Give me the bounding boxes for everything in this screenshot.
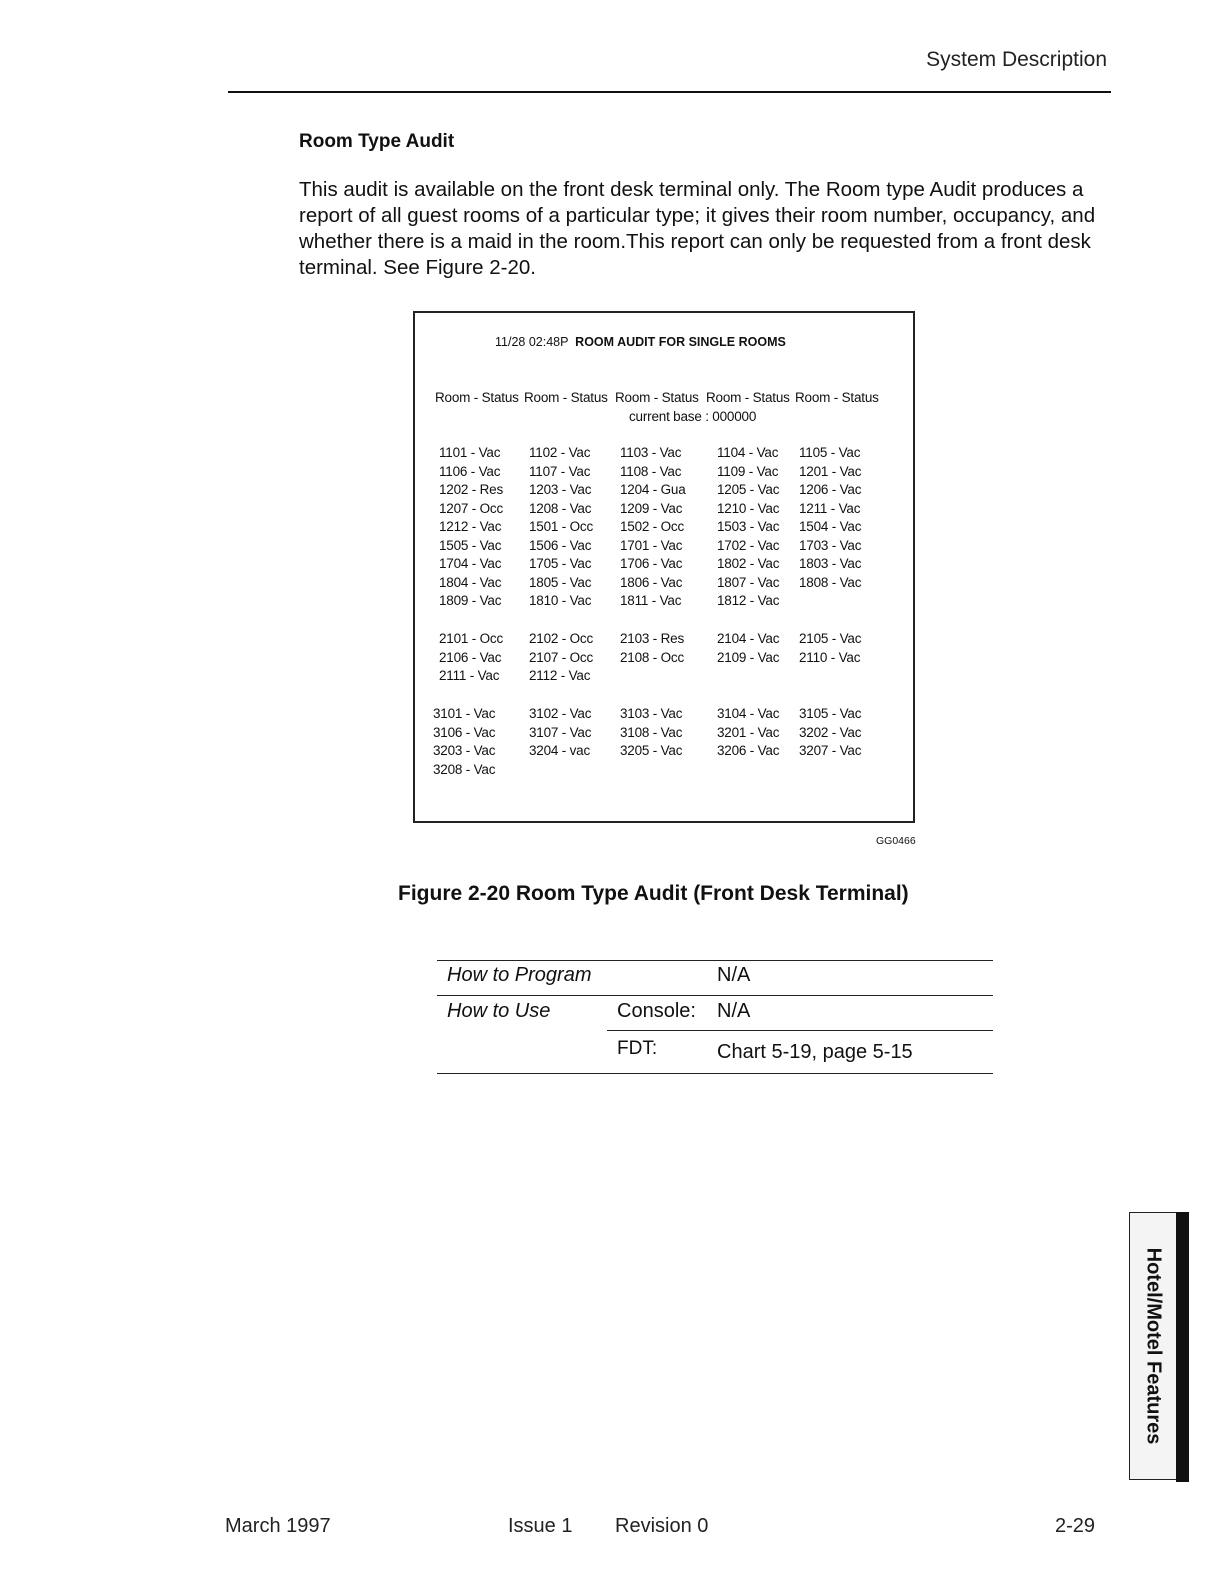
figure-id: GG0466 [876,835,916,847]
room-status-cell: 1810 - Vac [529,593,592,608]
room-status-cell: 2106 - Vac [439,649,502,665]
chapter-tab [1129,1212,1189,1482]
room-status-cell: 1501 - Occ [529,519,594,534]
room-status-cell: 1201 - Vac [799,463,862,479]
table-rule [437,1073,993,1074]
room-status-cell: 1503 - Vac [717,519,780,534]
footer-issue: Issue 1 [508,1515,573,1537]
room-status-cell: 2104 - Vac [717,631,780,646]
room-status-cell: 3207 - Vac [799,743,862,758]
table-rule [607,1030,993,1031]
room-status-cell: 1812 - Vac [717,593,780,608]
room-status-cell: 1205 - Vac [717,482,780,497]
room-status-cell: 1108 - Vac [620,463,682,479]
report-header [495,335,786,349]
room-status-cell: 3104 - Vac [717,706,780,721]
room-status-cell: 1811 - Vac [620,593,682,608]
room-status-cell: 1701 - Vac [620,537,683,553]
room-status-cell: 1703 - Vac [799,537,862,553]
room-status-cell: 1102 - Vac [529,445,591,460]
fdt-value: Chart 5-19, page 5-15 [717,1041,913,1063]
console-value: N/A [717,1000,751,1022]
room-status-cell: 2108 - Occ [620,649,685,665]
figure-caption: Figure 2-20 Room Type Audit (Front Desk Terminal) [398,882,909,905]
room-status-cell: 2103 - Res [620,631,685,646]
room-status-cell: 1806 - Vac [620,574,683,590]
report-title: ROOM AUDIT FOR SINGLE ROOMS [575,335,786,349]
column-header: Room - Status [615,390,699,405]
room-status-cell: 3205 - Vac [620,743,683,758]
column-header: Room - Status [795,390,879,405]
table-rule [437,995,993,996]
room-status-cell: 3103 - Vac [620,706,683,721]
room-status-cell: 3202 - Vac [799,724,862,740]
column-header: Room - Status [524,390,608,405]
audit-report-figure [413,311,915,823]
column-header: Room - Status [435,390,519,405]
footer-date: March 1997 [225,1515,331,1537]
table-rule [437,960,993,961]
room-status-cell: 1808 - Vac [799,574,862,590]
room-status-cell: 3203 - Vac [433,743,496,758]
current-base-line: current base : 000000 [629,409,757,424]
room-status-cell: 1704 - Vac [439,556,502,571]
room-status-cell: 3107 - Vac [529,724,592,740]
room-status-cell: 1109 - Vac [717,463,779,479]
room-status-cell: 3208 - Vac [433,761,496,777]
room-status-cell: 1105 - Vac [799,445,861,460]
fdt-label: FDT: [617,1038,658,1059]
room-status-cell: 2105 - Vac [799,631,862,646]
room-status-cell: 1705 - Vac [529,556,592,571]
room-status-cell: 1809 - Vac [439,593,502,608]
room-status-cell: 1203 - Vac [529,482,592,497]
room-status-cell: 3108 - Vac [620,724,683,740]
room-status-cell: 1506 - Vac [529,537,592,553]
room-status-cell: 1211 - Vac [799,500,861,516]
room-status-cell: 1702 - Vac [717,537,780,553]
room-status-cell: 1804 - Vac [439,574,502,590]
room-status-cell: 2110 - Vac [799,649,861,665]
footer-page-number: 2-29 [1055,1515,1096,1537]
room-status-cell: 1807 - Vac [717,574,780,590]
column-header: Room - Status [706,390,790,405]
room-status-cell: 1101 - Vac [439,445,501,460]
room-status-cell: 1212 - Vac [439,519,502,534]
room-status-cell: 3206 - Vac [717,743,780,758]
room-status-cell: 1802 - Vac [717,556,780,571]
body-paragraph: This audit is available on the front desk terminal only. The Room type Audit produces a report of all guest rooms of a particular type; it gives their room number, occupancy, and whether there is a maid in the room.This report can only be requested from a front desk terminal. See Figure 2-20. [299,178,1096,279]
room-status-cell: 3201 - Vac [717,724,780,740]
room-status-cell: 3204 - vac [529,743,591,758]
room-status-cell: 1208 - Vac [529,500,592,516]
room-status-cell: 2101 - Occ [439,631,504,646]
room-status-cell: 2111 - Vac [439,668,500,683]
room-status-cell: 1207 - Occ [439,500,504,516]
how-to-use-label: How to Use [447,1000,551,1022]
chapter-tab-bar [1176,1212,1189,1482]
room-status-cell: 3105 - Vac [799,706,862,721]
room-status-cell: 1706 - Vac [620,556,683,571]
room-status-cell: 3101 - Vac [433,706,496,721]
room-status-cell: 1202 - Res [439,482,504,497]
how-to-program-label: How to Program [447,964,592,986]
room-status-cell: 1103 - Vac [620,445,682,460]
report-timestamp: 11/28 02:48P [495,335,569,349]
header-rule [228,91,1111,93]
room-status-cell: 1206 - Vac [799,482,862,497]
room-status-cell: 1210 - Vac [717,500,780,516]
room-status-cell: 3102 - Vac [529,706,592,721]
room-status-cell: 1104 - Vac [717,445,779,460]
room-status-cell: 1209 - Vac [620,500,683,516]
room-status-cell: 2112 - Vac [529,668,591,683]
room-status-cell: 3106 - Vac [433,724,496,740]
room-status-cell: 1803 - Vac [799,556,862,571]
room-status-cell: 1502 - Occ [620,519,685,534]
room-status-cell: 2109 - Vac [717,649,780,665]
footer-revision: Revision 0 [615,1515,709,1537]
room-status-cell: 1504 - Vac [799,519,862,534]
room-status-cell: 1107 - Vac [529,463,591,479]
room-status-cell: 1805 - Vac [529,574,592,590]
room-status-cell: 2107 - Occ [529,649,594,665]
room-status-cell: 1106 - Vac [439,463,501,479]
room-status-cell: 1505 - Vac [439,537,502,553]
section-title: Room Type Audit [299,131,455,152]
chapter-tab-label: Hotel/Motel Features [1142,1247,1165,1445]
how-to-program-value: N/A [717,964,751,986]
running-header: System Description [926,48,1107,71]
room-status-cell: 1204 - Gua [620,482,686,497]
console-label: Console: [617,1000,696,1022]
room-status-cell: 2102 - Occ [529,631,594,646]
